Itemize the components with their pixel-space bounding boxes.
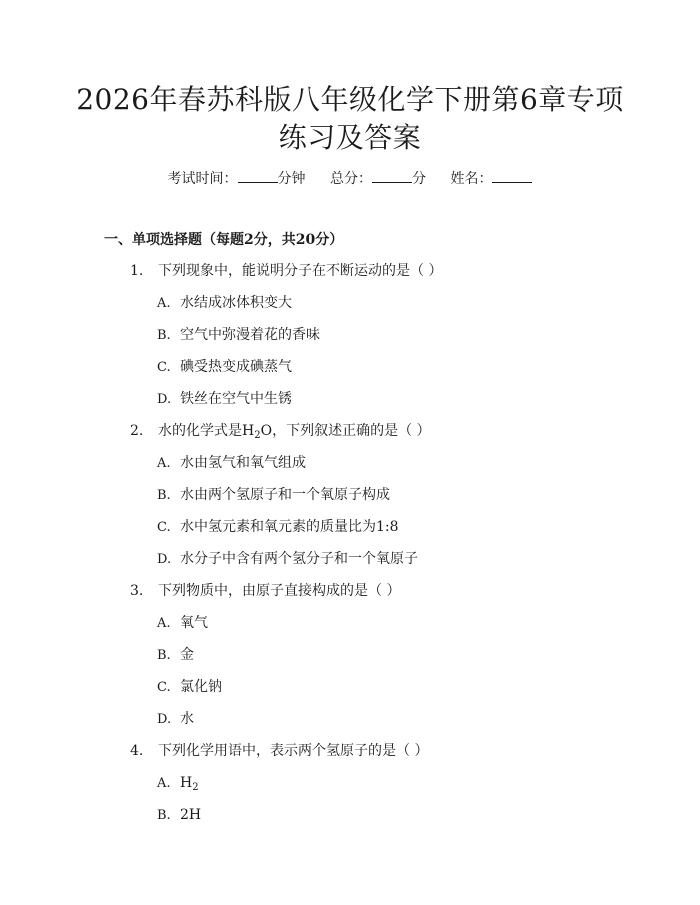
option-letter: A.	[157, 296, 171, 311]
option-text: 水中氢元素和氧元素的质量比为1:8	[180, 519, 399, 535]
section-title: 一、单项选择题（每题2分，共20分）	[104, 232, 344, 248]
option-letter: B.	[157, 808, 171, 823]
option-letter: B.	[157, 328, 171, 343]
question-stem: 下列化学用语中，表示两个氢原子的是（ ）	[158, 743, 429, 759]
total-score-label: 总分：	[330, 171, 372, 187]
question-1-option-a	[157, 293, 292, 314]
question-stem-pre: 水的化学式是H	[158, 423, 255, 439]
option-letter: B.	[157, 488, 171, 503]
question-number: 2.	[130, 423, 144, 439]
question-3-option-a	[157, 613, 208, 634]
question-2-option-d	[157, 549, 418, 570]
option-letter: D.	[157, 552, 172, 567]
option-text: 水由两个氢原子和一个氧原子构成	[180, 487, 390, 503]
option-text: 水由氢气和氧气组成	[180, 455, 306, 471]
option-letter: D.	[157, 392, 172, 407]
option-text: 金	[180, 647, 194, 663]
exam-time-blank	[238, 168, 278, 183]
option-letter: A.	[157, 456, 171, 471]
option-letter: C.	[157, 520, 171, 535]
question-3-option-c	[157, 677, 222, 698]
question-number: 3.	[130, 583, 144, 599]
option-text-subscript: 2	[192, 782, 199, 793]
exam-meta	[0, 168, 700, 189]
question-4-option-a	[157, 773, 199, 794]
question-stem-post: O，下列叙述正确的是（ ）	[260, 423, 431, 439]
question-2-option-c	[157, 517, 399, 538]
option-text: 水分子中含有两个氢分子和一个氧原子	[180, 551, 418, 567]
question-2-option-b	[157, 485, 390, 506]
option-letter: A.	[157, 616, 171, 631]
total-score-field	[330, 168, 426, 189]
option-letter: C.	[157, 360, 171, 375]
document-title-line2: 练习及答案	[278, 121, 422, 154]
question-1-option-d	[157, 389, 292, 410]
question-1	[130, 261, 442, 281]
question-1-option-b	[157, 325, 320, 346]
option-letter: A.	[157, 776, 171, 791]
question-1-option-c	[157, 357, 292, 378]
option-text-pre: H	[180, 775, 193, 791]
name-blank	[492, 168, 532, 183]
total-score-blank	[372, 168, 412, 183]
option-letter: B.	[157, 648, 171, 663]
question-3-option-d	[157, 709, 194, 730]
total-score-unit: 分	[412, 171, 426, 187]
question-3-option-b	[157, 645, 194, 666]
option-letter: C.	[157, 680, 171, 695]
question-stem: 下列物质中，由原子直接构成的是（ ）	[158, 583, 401, 599]
option-text: 碘受热变成碘蒸气	[180, 359, 292, 375]
option-letter: D.	[157, 712, 172, 727]
question-stem-subscript: 2	[254, 430, 261, 441]
option-text: 空气中弥漫着花的香味	[180, 327, 320, 343]
question-4-option-b	[157, 805, 201, 826]
document-title-line1: 2026年春苏科版八年级化学下册第6章专项	[76, 83, 624, 116]
question-4	[130, 741, 428, 761]
option-text: 氧气	[180, 615, 208, 631]
question-2-option-a	[157, 453, 306, 474]
name-field	[450, 168, 532, 189]
exam-time-label: 考试时间：	[167, 171, 238, 187]
option-text: 氯化钠	[180, 679, 222, 695]
option-text: 2H	[180, 807, 202, 823]
question-3	[130, 581, 400, 601]
exam-time-field	[168, 168, 306, 189]
exam-time-unit: 分钟	[277, 171, 306, 187]
option-text: 水	[180, 711, 194, 727]
question-stem: 下列现象中，能说明分子在不断运动的是（ ）	[158, 263, 443, 279]
option-text: 水结成冰体积变大	[180, 295, 292, 311]
name-label: 姓名：	[450, 171, 493, 187]
option-text: 铁丝在空气中生锈	[180, 391, 292, 407]
question-number: 1.	[130, 263, 144, 279]
question-number: 4.	[130, 743, 144, 759]
question-2	[130, 421, 431, 441]
